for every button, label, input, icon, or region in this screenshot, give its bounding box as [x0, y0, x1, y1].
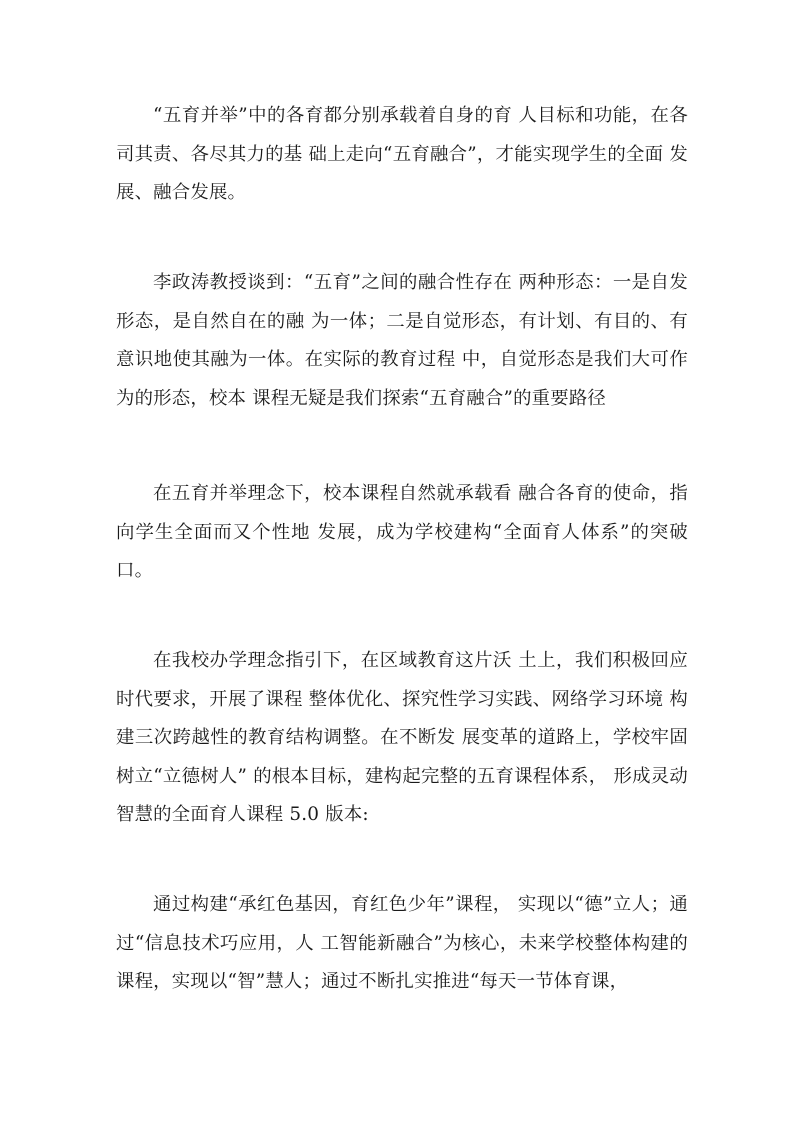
paragraph-curriculum-practice: 通过构建“承红色基因，育红色少年”课程， 实现以“德”立人；通过“信息技术巧应用，人 工智能新融合”为核心，未来学校整体构建的 课程，实现以“智”慧人；通过不断扎实推进“每天一节体育课， [116, 894, 688, 992]
paragraph-professor-quote: 李政涛教授谈到：“五育”之间的融合性存在 两种形态：一是自发形态，是自然自在的融 为一体；二是自觉形态，有计划、有目的、有意识地使其融为一体。在实际的教育过程 中，自觉形态是我们大可作为的形态，校本 课程无疑是我们探索“五育融合”的重要路径 [116, 272, 688, 409]
paragraph-school-curriculum-mission: 在五育并举理念下，校本课程自然就承载看 融合各育的使命，指向学生全面而又个性地 发展，成为学校建构“全面育人体系”的突破口。 [116, 483, 688, 581]
paragraph-school-philosophy: 在我校办学理念指引下，在区域教育这片沃 土上，我们积极回应时代要求，开展了课程 整体优化、探究性学习实践、网络学习环境 构建三次跨越性的教育结构调整。在不断发 展变革的道路上，学校牢固树立“立德树人” 的根本目标，建构起完整的五育课程体系， 形成灵动智慧的全面育人课程 5.0 版本: [116, 650, 688, 825]
paragraph-five-education-goals: “五育并举”中的各育都分别承载着自身的育 人目标和功能，在各司其责、各尽其力的基 础上走向“五育融合”，才能实现学生的全面 发展、融合发展。 [116, 105, 688, 203]
